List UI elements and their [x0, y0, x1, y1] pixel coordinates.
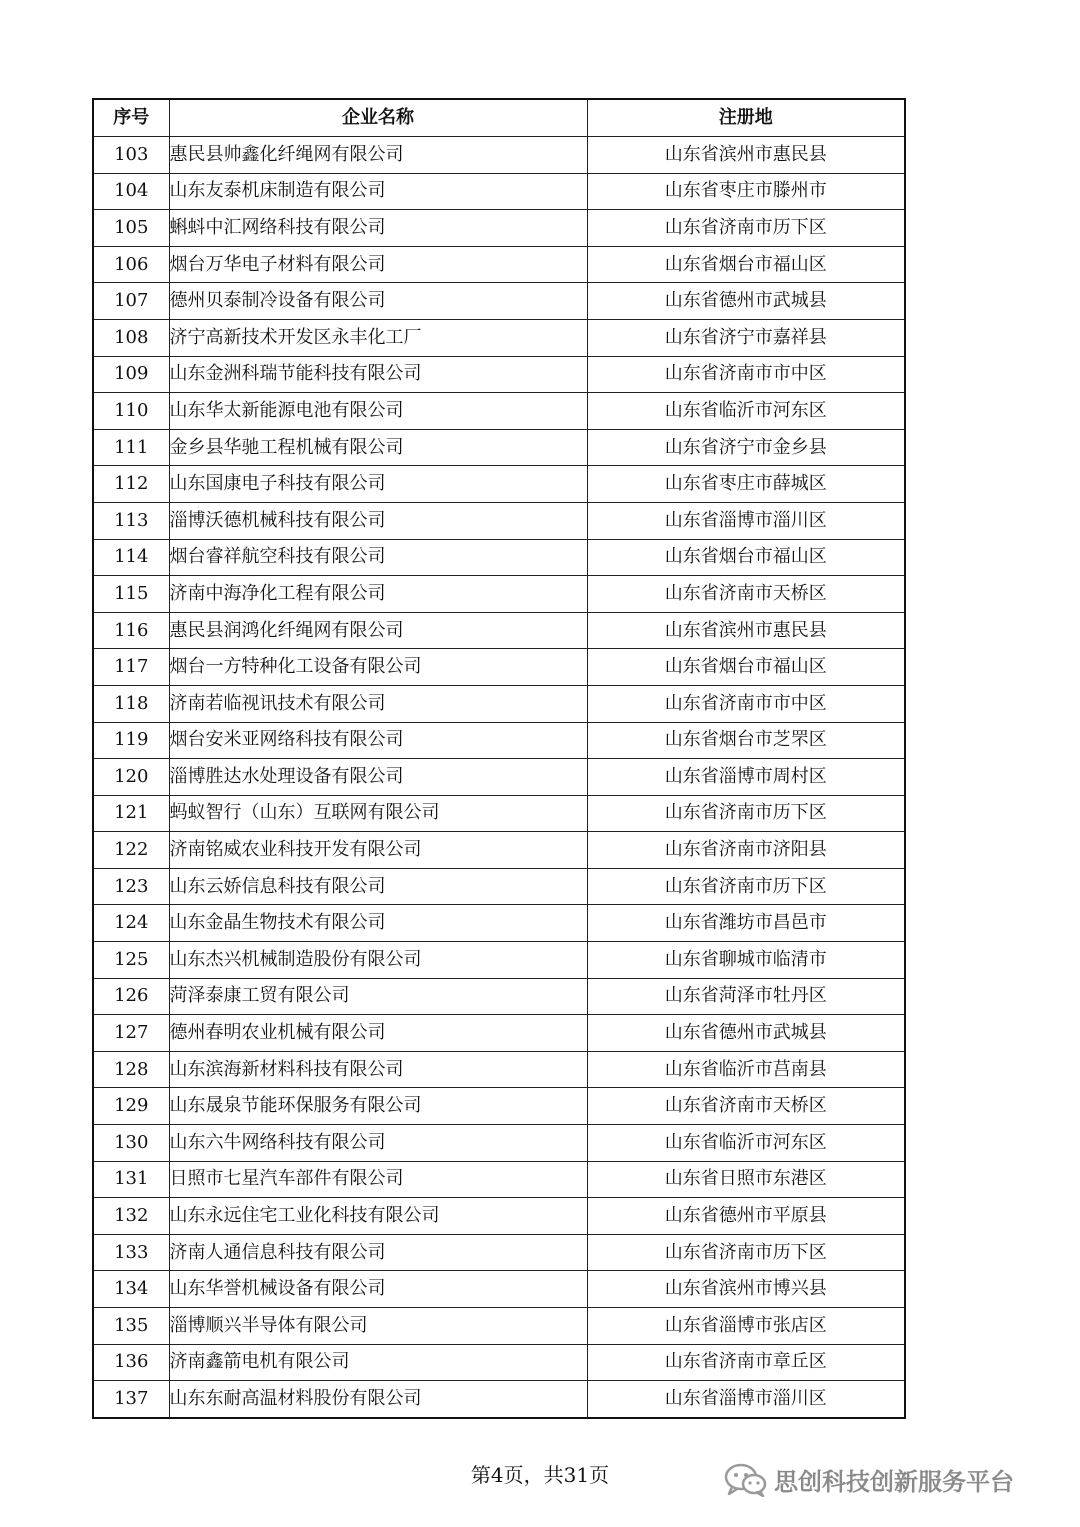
row-index: 137: [93, 1381, 169, 1418]
row-index: 116: [93, 612, 169, 649]
row-company: 蚂蚁智行（山东）互联网有限公司: [169, 795, 587, 832]
table-row: [93, 246, 905, 283]
row-registration: 山东省烟台市福山区: [587, 649, 905, 686]
row-index: 124: [93, 905, 169, 942]
row-company: 惠民县帅鑫化纤绳网有限公司: [169, 137, 587, 174]
row-company: 山东友泰机床制造有限公司: [169, 173, 587, 210]
row-index: 123: [93, 868, 169, 905]
row-company: 山东金洲科瑞节能科技有限公司: [169, 356, 587, 393]
row-index: 110: [93, 393, 169, 430]
header-company: 企业名称: [169, 99, 587, 137]
row-index: 121: [93, 795, 169, 832]
row-index: 105: [93, 210, 169, 247]
row-company: 山东云娇信息科技有限公司: [169, 868, 587, 905]
row-registration: 山东省日照市东港区: [587, 1161, 905, 1198]
row-index: 103: [93, 137, 169, 174]
row-index: 111: [93, 429, 169, 466]
row-company: 菏泽泰康工贸有限公司: [169, 978, 587, 1015]
row-registration: 山东省德州市武城县: [587, 283, 905, 320]
row-index: 114: [93, 539, 169, 576]
table-row: [93, 393, 905, 430]
table-row: [93, 1381, 905, 1418]
row-registration: 山东省济南市市中区: [587, 685, 905, 722]
row-registration: 山东省淄博市周村区: [587, 759, 905, 796]
row-company: 山东杰兴机械制造股份有限公司: [169, 942, 587, 979]
table-row: [93, 1161, 905, 1198]
row-index: 118: [93, 685, 169, 722]
table-row: [93, 319, 905, 356]
row-registration: 山东省济南市历下区: [587, 210, 905, 247]
table-row: [93, 1125, 905, 1162]
row-company: 山东滨海新材料科技有限公司: [169, 1051, 587, 1088]
row-index: 115: [93, 576, 169, 613]
row-company: 淄博沃德机械科技有限公司: [169, 502, 587, 539]
row-registration: 山东省烟台市福山区: [587, 539, 905, 576]
row-index: 108: [93, 319, 169, 356]
row-company: 山东晟泉节能环保服务有限公司: [169, 1088, 587, 1125]
row-index: 112: [93, 466, 169, 503]
row-registration: 山东省济南市市中区: [587, 356, 905, 393]
row-company: 山东华誉机械设备有限公司: [169, 1271, 587, 1308]
row-registration: 山东省烟台市福山区: [587, 246, 905, 283]
row-index: 134: [93, 1271, 169, 1308]
row-registration: 山东省济南市天桥区: [587, 1088, 905, 1125]
row-index: 136: [93, 1344, 169, 1381]
row-registration: 山东省济南市历下区: [587, 1234, 905, 1271]
table-row: [93, 905, 905, 942]
table-row: [93, 1088, 905, 1125]
table-row: [93, 539, 905, 576]
header-registration: 注册地: [587, 99, 905, 137]
row-registration: 山东省临沂市河东区: [587, 393, 905, 430]
row-registration: 山东省济宁市金乡县: [587, 429, 905, 466]
row-registration: 山东省聊城市临清市: [587, 942, 905, 979]
row-company: 淄博胜达水处理设备有限公司: [169, 759, 587, 796]
row-company: 济南人通信息科技有限公司: [169, 1234, 587, 1271]
table-row: [93, 832, 905, 869]
wechat-icon: [724, 1463, 768, 1497]
row-index: 104: [93, 173, 169, 210]
table-row: [93, 210, 905, 247]
row-company: 蝌蚪中汇网络科技有限公司: [169, 210, 587, 247]
watermark: [724, 1462, 1014, 1497]
row-registration: 山东省济南市济阳县: [587, 832, 905, 869]
row-index: 106: [93, 246, 169, 283]
table-row: [93, 1344, 905, 1381]
row-index: 133: [93, 1234, 169, 1271]
table-row: [93, 466, 905, 503]
table-row: [93, 978, 905, 1015]
row-company: 烟台睿祥航空科技有限公司: [169, 539, 587, 576]
row-registration: 山东省潍坊市昌邑市: [587, 905, 905, 942]
row-registration: 山东省德州市武城县: [587, 1015, 905, 1052]
row-company: 德州春明农业机械有限公司: [169, 1015, 587, 1052]
row-registration: 山东省济南市章丘区: [587, 1344, 905, 1381]
row-company: 济南中海净化工程有限公司: [169, 576, 587, 613]
table-row: [93, 1271, 905, 1308]
row-company: 日照市七星汽车部件有限公司: [169, 1161, 587, 1198]
row-company: 山东华太新能源电池有限公司: [169, 393, 587, 430]
table-header-row: [93, 99, 905, 137]
row-registration: 山东省滨州市惠民县: [587, 612, 905, 649]
row-company: 济南铭威农业科技开发有限公司: [169, 832, 587, 869]
table-row: [93, 1198, 905, 1235]
row-company: 山东金晶生物技术有限公司: [169, 905, 587, 942]
row-company: 烟台安米亚网络科技有限公司: [169, 722, 587, 759]
row-company: 山东国康电子科技有限公司: [169, 466, 587, 503]
row-index: 130: [93, 1125, 169, 1162]
table-row: [93, 137, 905, 174]
table-row: [93, 1308, 905, 1345]
row-registration: 山东省滨州市博兴县: [587, 1271, 905, 1308]
row-index: 126: [93, 978, 169, 1015]
page-number-text: 第4页，共31页: [470, 1463, 610, 1487]
row-registration: 山东省淄博市淄川区: [587, 1381, 905, 1418]
row-registration: 山东省菏泽市牡丹区: [587, 978, 905, 1015]
row-company: 金乡县华驰工程机械有限公司: [169, 429, 587, 466]
row-registration: 山东省淄博市张店区: [587, 1308, 905, 1345]
table-row: [93, 429, 905, 466]
row-company: 山东东耐高温材料股份有限公司: [169, 1381, 587, 1418]
row-registration: 山东省淄博市淄川区: [587, 502, 905, 539]
company-table: [92, 98, 906, 1419]
table-row: [93, 356, 905, 393]
row-index: 107: [93, 283, 169, 320]
row-index: 120: [93, 759, 169, 796]
row-index: 128: [93, 1051, 169, 1088]
row-registration: 山东省枣庄市薛城区: [587, 466, 905, 503]
table-row: [93, 1051, 905, 1088]
row-company: 德州贝泰制冷设备有限公司: [169, 283, 587, 320]
company-list: [92, 98, 904, 1419]
row-registration: 山东省烟台市芝罘区: [587, 722, 905, 759]
row-company: 济南鑫箭电机有限公司: [169, 1344, 587, 1381]
row-company: 山东六牛网络科技有限公司: [169, 1125, 587, 1162]
table-row: [93, 868, 905, 905]
row-index: 132: [93, 1198, 169, 1235]
row-registration: 山东省济南市历下区: [587, 868, 905, 905]
table-row: [93, 722, 905, 759]
table-row: [93, 942, 905, 979]
table-row: [93, 685, 905, 722]
table-row: [93, 502, 905, 539]
row-registration: 山东省滨州市惠民县: [587, 137, 905, 174]
table-row: [93, 576, 905, 613]
row-company: 淄博顺兴半导体有限公司: [169, 1308, 587, 1345]
table-row: [93, 1015, 905, 1052]
table-row: [93, 759, 905, 796]
table-row: [93, 612, 905, 649]
row-registration: 山东省德州市平原县: [587, 1198, 905, 1235]
row-index: 113: [93, 502, 169, 539]
row-index: 127: [93, 1015, 169, 1052]
row-index: 117: [93, 649, 169, 686]
row-company: 山东永远住宅工业化科技有限公司: [169, 1198, 587, 1235]
table-row: [93, 1234, 905, 1271]
table-row: [93, 795, 905, 832]
row-index: 135: [93, 1308, 169, 1345]
row-index: 109: [93, 356, 169, 393]
row-company: 济宁高新技术开发区永丰化工厂: [169, 319, 587, 356]
row-index: 119: [93, 722, 169, 759]
row-company: 烟台一方特种化工设备有限公司: [169, 649, 587, 686]
row-registration: 山东省临沂市河东区: [587, 1125, 905, 1162]
table-row: [93, 649, 905, 686]
row-registration: 山东省枣庄市滕州市: [587, 173, 905, 210]
row-index: 129: [93, 1088, 169, 1125]
row-index: 122: [93, 832, 169, 869]
row-company: 惠民县润鸿化纤绳网有限公司: [169, 612, 587, 649]
row-registration: 山东省济宁市嘉祥县: [587, 319, 905, 356]
row-index: 125: [93, 942, 169, 979]
table-row: [93, 173, 905, 210]
table-row: [93, 283, 905, 320]
header-index: 序号: [93, 99, 169, 137]
row-index: 131: [93, 1161, 169, 1198]
row-registration: 山东省济南市天桥区: [587, 576, 905, 613]
row-registration: 山东省济南市历下区: [587, 795, 905, 832]
row-company: 烟台万华电子材料有限公司: [169, 246, 587, 283]
watermark-text: 思创科技创新服务平台: [774, 1468, 1014, 1496]
row-company: 济南若临视讯技术有限公司: [169, 685, 587, 722]
row-registration: 山东省临沂市莒南县: [587, 1051, 905, 1088]
